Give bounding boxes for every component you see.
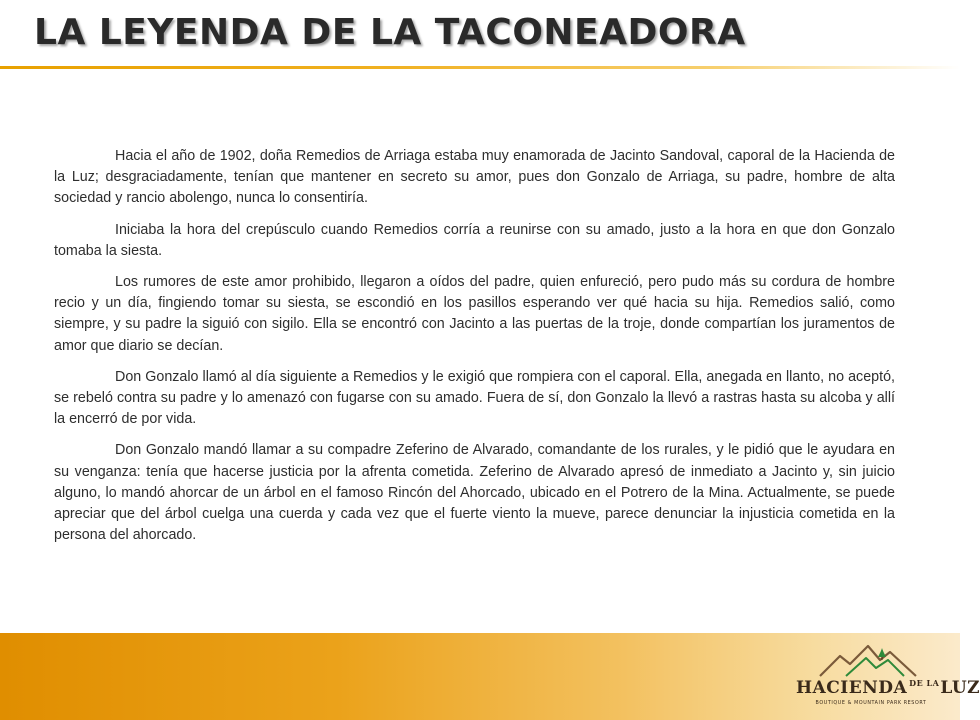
paragraph-2: Iniciaba la hora del crepúsculo cuando Remedios corría a reunirse con su amado, justo a la hora en que don Gonzalo tomaba la siesta.	[54, 221, 895, 259]
logo-tagline: BOUTIQUE & MOUNTAIN PARK RESORT	[815, 701, 927, 706]
mountain-logo-icon	[818, 644, 918, 678]
paragraph-3: Los rumores de este amor prohibido, llegaron a oídos del padre, quien enfureció, pero pudo más su cordura de hombre recio y un día, fingiendo tomar su siesta, se escondió en los pasillos esperando ver qué hacia su hija. Remedios salió, como siempre, y su padre la siguió con sigilo. Ella se encontró con Jacinto a las puertas de la troje, donde compartían los juramentos de amor que diario se decían.	[54, 274, 895, 354]
paragraph-1: Hacia el año de 1902, doña Remedios de Arriaga estaba muy enamorada de Jacinto Sandoval, caporal de la Hacienda de la Luz; desgraciadamente, tenían que mantener en secreto su amor, pues don Gonzalo de Arriaga, su padre, hombre de alta sociedad y rancio abolengo, nunca lo consentiría.	[54, 148, 895, 207]
logo-name-main: HACIENDA	[796, 678, 908, 698]
paragraph-4: Don Gonzalo llamó al día siguiente a Remedios y le exigió que rompiera con el caporal. Ella, anegada en llanto, no aceptó, se rebeló contra su padre y lo amenazó con fugarse con su amado. Fuera de sí, don Gonzalo la llevó a rastras hasta su alcoba y allí la encerró de por vida.	[54, 368, 895, 428]
logo-name-small: DE LA	[909, 678, 940, 688]
title-underline	[0, 66, 960, 69]
logo-name-end: LUZ	[940, 678, 980, 698]
slide-body	[54, 146, 895, 556]
slide-title: LA LEYENDA DE LA TACONEADORA	[34, 12, 746, 53]
paragraph-5: Don Gonzalo mandó llamar a su compadre Zeferino de Alvarado, comandante de los rurales, y le pidió que le ayudara en su venganza: tenía que hacerse justicia por la afrenta cometida. Zeferino de Alvarado apresó de inmediato a Jacinto y, sin juicio alguno, lo mandó ahorcar de un árbol en el famoso Rincón del Ahorcado, ubicado en el Potrero de la Mina. Actualmente, se puede apreciar que del árbol cuelga una cuerda y cada vez que el fuerte viento la mueve, parece denunciar la injusticia cometida en la persona del ahorcado.	[54, 442, 895, 544]
logo-wordmark	[796, 678, 980, 698]
hacienda-logo	[796, 642, 980, 716]
